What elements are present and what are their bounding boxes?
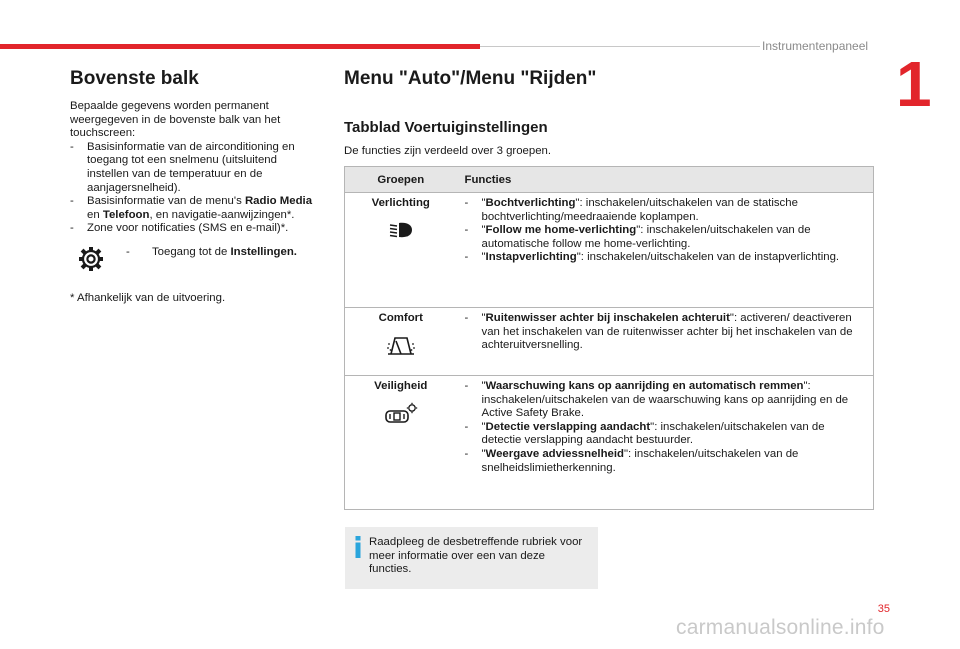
list-item: - "Instapverlichting": inschakelen/uitschakelen van de instapverlichting. xyxy=(464,251,840,264)
functions-cell xyxy=(457,308,874,376)
list-item: - "Bochtverlichting": inschakelen/uitschakelen van de statische bochtverlichting/meedraaiende koplampen. xyxy=(464,197,798,223)
list-item: - "Weergave adviessnelheid": inschakelen/uitschakelen van de snelheidslimietherkenning. xyxy=(464,447,799,474)
info-box xyxy=(345,527,598,589)
header-functions: Functies xyxy=(457,167,874,193)
table-row xyxy=(345,308,874,376)
safety-car-icon xyxy=(384,402,418,426)
header-red-bar xyxy=(0,44,480,49)
group-cell: Veiligheid xyxy=(345,376,457,510)
watermark: carmanualsonline.info xyxy=(676,616,885,639)
info-text: Raadpleeg de desbetreffende rubriek voor meer informatie over een van deze functies. xyxy=(369,536,583,576)
list-item: - "Waarschuwing kans op aanrijding en automatisch remmen": inschakelen/uitschakelen van de waarschuwing kans op aanrijding en de Active Safety Brake. xyxy=(464,380,849,420)
top-bar-intro: Bepaalde gegevens worden permanent weergegeven in de bovenste balk van het touchscreen: xyxy=(70,100,281,140)
gear-icon xyxy=(78,246,104,272)
functions-cell xyxy=(457,193,874,308)
menu-title: Menu "Auto"/Menu "Rijden" xyxy=(344,68,597,89)
table-header-row xyxy=(345,167,874,193)
settings-row xyxy=(70,246,320,282)
right-column xyxy=(344,68,874,159)
functions-table xyxy=(344,166,874,510)
wiper-icon xyxy=(385,334,417,358)
list-item: - "Follow me home-verlichting": inschakelen/uitschakelen van de automatische follow me home-verlichting. xyxy=(464,224,811,250)
headlight-icon xyxy=(387,219,415,241)
chapter-number: 1 xyxy=(896,48,932,120)
section-header: Instrumentenpaneel xyxy=(762,39,869,53)
list-item: - Zone voor notificaties (SMS en e-mail)*. xyxy=(70,222,289,235)
top-bar-title: Bovenste balk xyxy=(70,68,199,89)
group-cell: Comfort xyxy=(345,308,457,376)
info-icon xyxy=(353,536,363,558)
group-cell: Verlichting xyxy=(345,193,457,308)
footnote: * Afhankelijk van de uitvoering. xyxy=(70,291,226,304)
list-item: - Basisinformatie van de menu's Radio Media en Telefoon, en navigatie-aanwijzingen*. xyxy=(70,195,313,221)
left-column xyxy=(70,68,320,306)
table-row xyxy=(345,193,874,308)
functions-cell xyxy=(457,376,874,510)
settings-text: - Toegang tot de Instellingen. xyxy=(126,245,297,258)
list-item: - "Ruitenwisser achter bij inschakelen achteruit": activeren/ deactiveren van het inschakelen van de ruitenwisser achter bij het inschakelen van de achteruitversnelling. xyxy=(464,312,853,352)
groups-intro: De functies zijn verdeeld over 3 groepen. xyxy=(344,145,552,157)
header-divider xyxy=(480,46,760,47)
top-bar-list xyxy=(70,141,320,236)
page-number: 35 xyxy=(877,603,890,615)
table-row xyxy=(345,376,874,510)
tab-subtitle: Tabblad Voertuiginstellingen xyxy=(344,119,548,136)
list-item: - "Detectie verslapping aandacht": inschakelen/uitschakelen van de detectie verslapping aandacht bestuurder. xyxy=(464,420,825,447)
header-groups: Groepen xyxy=(345,167,457,193)
list-item: - Basisinformatie van de airconditioning en toegang tot een snelmenu (uitsluitend instellen van de temperatuur en de aanjagersnelheid). xyxy=(70,140,295,194)
